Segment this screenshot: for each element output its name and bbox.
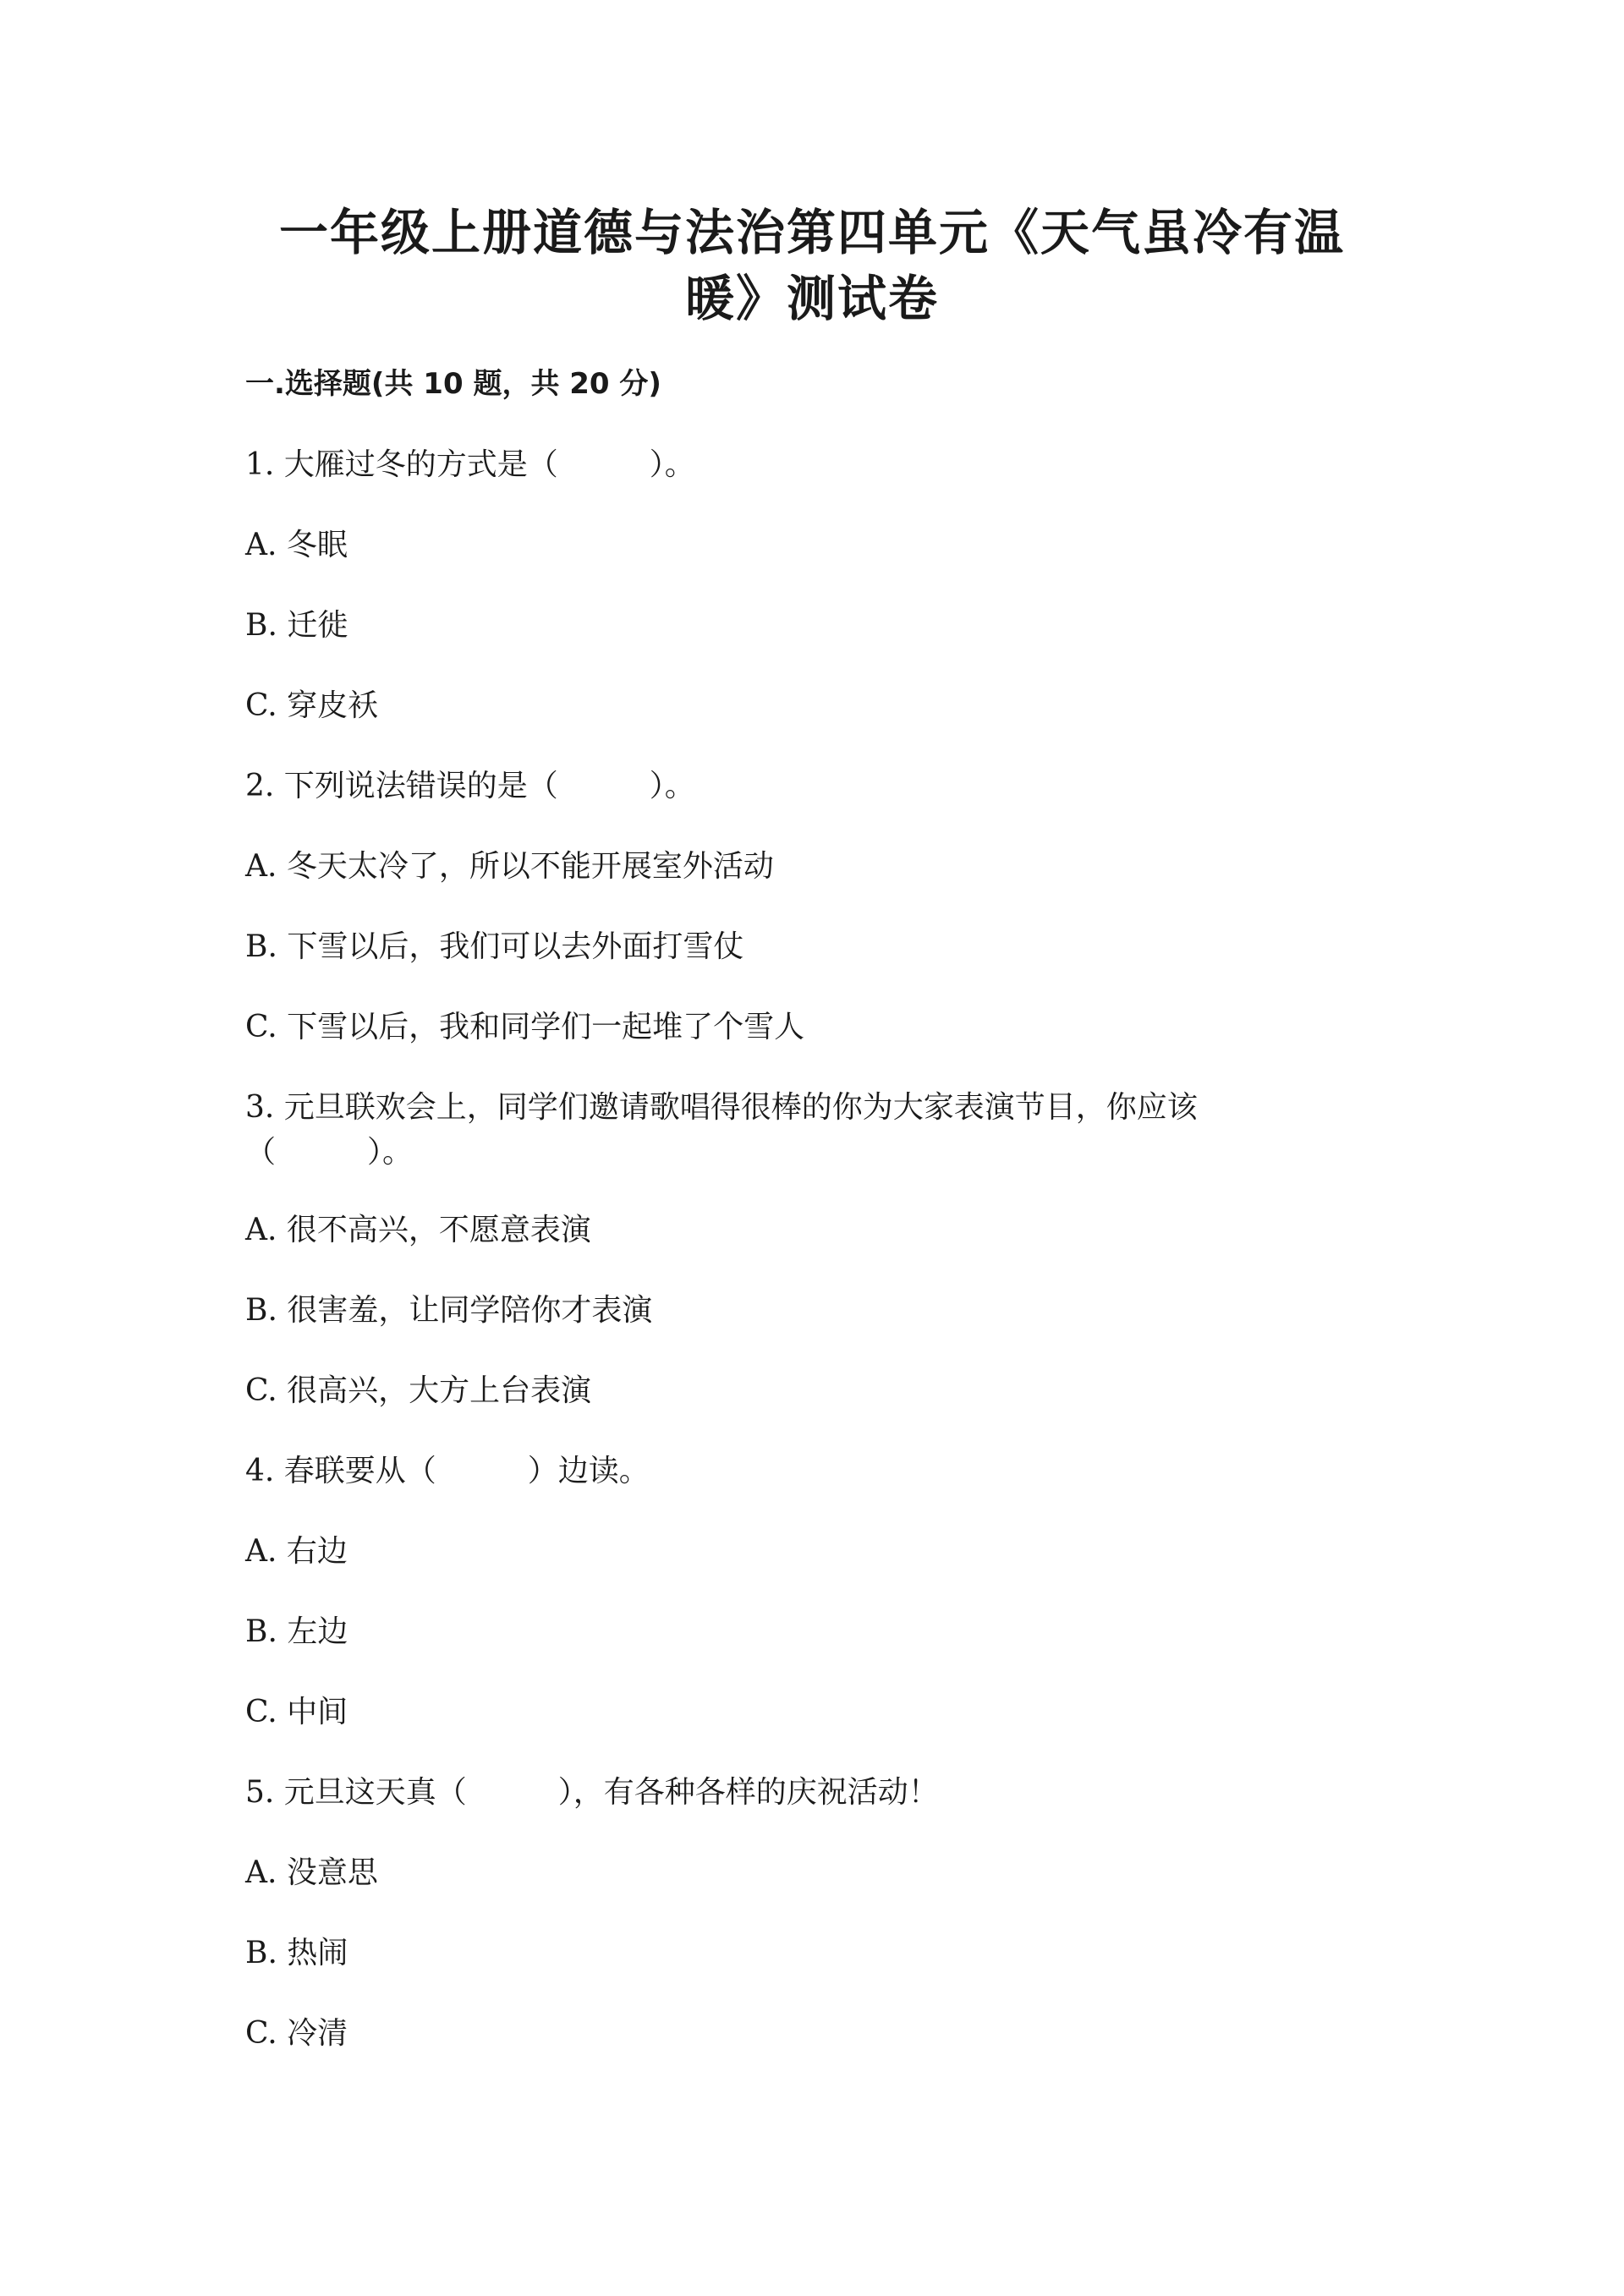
question-1-stem: 1. 大雁过冬的方式是（ ）。 <box>245 447 695 482</box>
question-2-option-a: A. 冬天太冷了，所以不能开展室外活动 <box>245 849 774 884</box>
question-1-option-a: A. 冬眠 <box>245 528 348 562</box>
question-1-option-c: C. 穿皮袄 <box>245 688 379 723</box>
section-heading: 一.选择题(共 10 题，共 20 分) <box>245 367 661 401</box>
question-3-stem-line-2: （ ）。 <box>245 1135 414 1170</box>
question-5-stem: 5. 元旦这天真（ ），有各种各样的庆祝活动！ <box>245 1775 939 1810</box>
question-5-option-b: B. 热闹 <box>245 1936 348 1970</box>
question-5-option-c: C. 冷清 <box>245 2016 348 2051</box>
question-3-option-b: B. 很害羞，让同学陪你才表演 <box>245 1293 653 1328</box>
question-4-option-a: A. 右边 <box>245 1534 348 1569</box>
question-3-option-c: C. 很高兴，大方上台表演 <box>245 1373 592 1408</box>
question-1-option-b: B. 迁徙 <box>245 608 348 643</box>
question-4-option-c: C. 中间 <box>245 1695 348 1729</box>
question-4-option-b: B. 左边 <box>245 1614 348 1649</box>
question-2-stem: 2. 下列说法错误的是（ ）。 <box>245 769 695 803</box>
question-3-stem-line-1: 3. 元旦联欢会上，同学们邀请歌唱得很棒的你为大家表演节目，你应该 <box>245 1090 1198 1125</box>
question-5-option-a: A. 没意思 <box>245 1855 378 1890</box>
question-3-option-a: A. 很不高兴，不愿意表演 <box>245 1213 591 1247</box>
page-title-line-1: 一年级上册道德与法治第四单元《天气虽冷有温 <box>278 204 1345 261</box>
page-title-line-2: 暖》测试卷 <box>684 270 939 327</box>
question-4-stem: 4. 春联要从（ ）边读。 <box>245 1454 650 1488</box>
question-2-option-c: C. 下雪以后，我和同学们一起堆了个雪人 <box>245 1010 805 1044</box>
question-2-option-b: B. 下雪以后，我们可以去外面打雪仗 <box>245 929 744 964</box>
